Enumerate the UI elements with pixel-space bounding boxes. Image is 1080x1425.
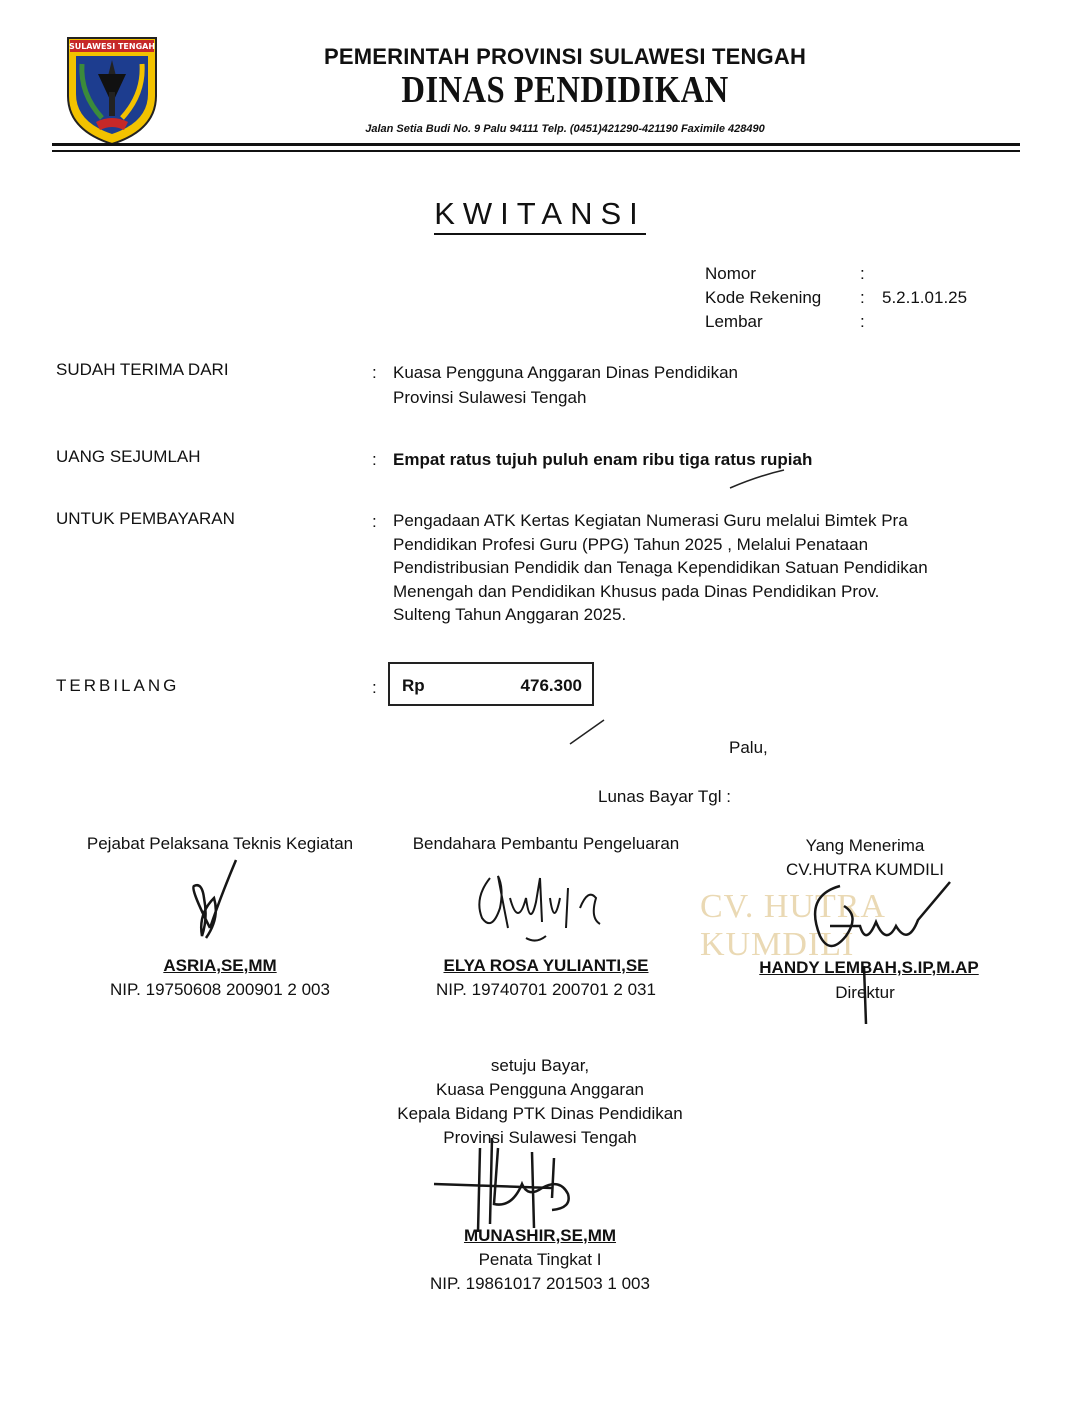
document-title: KWITANSI: [0, 196, 1080, 232]
checkmark-stroke: [728, 468, 788, 492]
bendahara-role: Bendahara Pembantu Pengeluaran: [412, 834, 680, 853]
pptk-nip: NIP. 19750608 200901 2 003: [110, 980, 330, 999]
approver-signature-icon: [432, 1128, 592, 1238]
header-rule-thick: [52, 143, 1020, 146]
kode-rekening-value: 5.2.1.01.25: [882, 288, 968, 307]
recipient-company: CV.HUTRA KUMDILI: [785, 860, 945, 879]
approval-line-1: setuju Bayar,: [490, 1056, 590, 1075]
header-rule-thin: [52, 150, 1020, 152]
pptk-name: ASRIA,SE,MM: [163, 956, 277, 975]
kode-rekening-colon: :: [860, 288, 865, 307]
amount-figure: 476.300: [520, 676, 582, 695]
terbilang-colon: :: [372, 678, 377, 697]
amount-in-words: Empat ratus tujuh puluh enam ribu tiga ratus rupiah: [393, 450, 813, 469]
purpose-line-4: Menengah dan Pendidikan Khusus pada Dinas Pendidikan Prov.: [393, 582, 880, 601]
nomor-colon: :: [860, 264, 865, 283]
amount-label: UANG SEJUMLAH: [56, 447, 201, 466]
bendahara-signature-icon: [470, 858, 620, 948]
lembar-colon: :: [860, 312, 865, 331]
currency-label: Rp: [402, 676, 425, 695]
agency-address: Jalan Setia Budi No. 9 Palu 94111 Telp. (0451)421290-421190 Faximile 428490: [365, 123, 765, 135]
approver-name: MUNASHIR,SE,MM: [463, 1226, 617, 1245]
purpose-line-5: Sulteng Tahun Anggaran 2025.: [393, 605, 627, 624]
government-name: PEMERINTAH PROVINSI SULAWESI TENGAH: [323, 44, 807, 69]
nomor-label: Nomor: [705, 264, 757, 283]
purpose-label: UNTUK PEMBAYARAN: [56, 509, 235, 528]
purpose-line-3: Pendistribusian Pendidik dan Tenaga Kependidikan Satuan Pendidikan: [393, 558, 928, 577]
paid-date-label: Lunas Bayar Tgl :: [598, 787, 731, 806]
purpose-line-2: Pendidikan Profesi Guru (PPG) Tahun 2025 , Melalui Penataan: [393, 535, 869, 554]
recipient-name: HANDY LEMBAH,S.IP,M.AP: [759, 958, 979, 977]
from-line-2: Provinsi Sulawesi Tengah: [393, 388, 587, 407]
approval-line-2: Kuasa Pengguna Anggaran: [436, 1080, 644, 1099]
terbilang-label: TERBILANG: [56, 676, 180, 695]
approver-rank: Penata Tingkat I: [478, 1250, 602, 1269]
pptk-role: Pejabat Pelaksana Teknis Kegiatan: [86, 834, 354, 853]
approval-line-3: Kepala Bidang PTK Dinas Pendidikan: [397, 1104, 683, 1123]
from-label: SUDAH TERIMA DARI: [56, 360, 229, 379]
checkmark-stroke: [568, 718, 608, 748]
approval-line-4: Provinsi Sulawesi Tengah: [443, 1128, 637, 1147]
amount-colon: :: [372, 450, 377, 469]
purpose-colon: :: [372, 512, 377, 531]
agency-name: DINAS PENDIDIKAN: [401, 69, 729, 111]
company-stamp-watermark: CV. HUTRA KUMDILI: [700, 888, 885, 963]
logo-text: SULAWESI TENGAH: [68, 42, 156, 51]
pptk-signature-icon: [180, 858, 250, 948]
purpose-line-1: Pengadaan ATK Kertas Kegiatan Numerasi Guru melalui Bimtek Pra: [393, 511, 908, 530]
bendahara-nip: NIP. 19740701 200701 2 031: [436, 980, 656, 999]
recipient-role: Yang Menerima: [805, 836, 925, 855]
approver-nip: NIP. 19861017 201503 1 003: [430, 1274, 650, 1293]
amount-box: [388, 662, 594, 706]
from-colon: :: [372, 363, 377, 382]
recipient-signature-icon: [800, 876, 960, 1026]
lembar-label: Lembar: [705, 312, 763, 331]
recipient-position: Direktur: [835, 983, 895, 1002]
province-emblem-logo: [62, 34, 162, 146]
kode-rekening-label: Kode Rekening: [705, 288, 822, 307]
bendahara-name: ELYA ROSA YULIANTI,SE: [443, 956, 649, 975]
place-label: Palu,: [729, 738, 768, 757]
from-line-1: Kuasa Pengguna Anggaran Dinas Pendidikan: [393, 363, 738, 382]
